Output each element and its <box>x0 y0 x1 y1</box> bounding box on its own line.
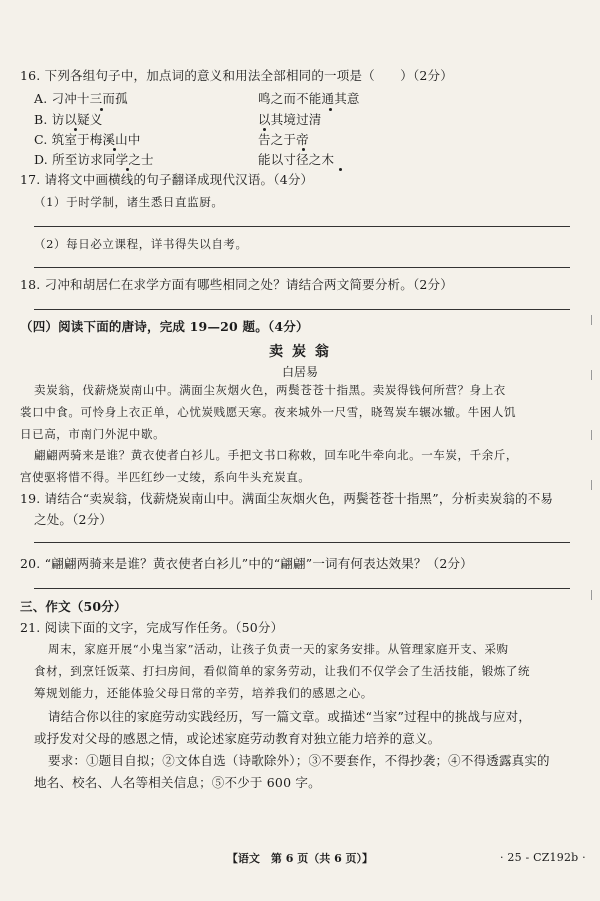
poem-line: 裳口中食。可怜身上衣正单，心忧炭贱愿天寒。夜来城外一尺雪，晓驾炭车辗冰辙。牛困人饥 <box>20 405 517 419</box>
section4-header: （四）阅读下面的唐诗，完成 19—20 题。（4分） <box>20 319 309 334</box>
emphasis-dot <box>339 168 342 171</box>
task-line: 请结合你以往的家庭劳动实践经历，写一篇文章。或描述“当家”过程中的挑战与应对， <box>48 709 532 724</box>
answer-line <box>34 542 570 543</box>
binding-mark <box>591 370 598 380</box>
binding-mark <box>591 590 598 600</box>
answer-line <box>34 226 570 227</box>
poem-line: 翩翩两骑来是谁？黄衣使者白衫儿。手把文书口称敕，回车叱牛牵向北。一车炭，千余斤， <box>34 448 518 462</box>
poem-title: 卖 炭 翁 <box>269 344 331 360</box>
emphasis-dot <box>329 108 332 111</box>
q21-stem: 21. 阅读下面的文字，完成写作任务。（50分） <box>20 620 284 635</box>
poem-author: 白居易 <box>281 365 318 379</box>
poem-line: 日已高，市南门外泥中歇。 <box>20 427 166 441</box>
requirement-line: 要求：①题目自拟；②文体自选（诗歌除外）；③不要套作，不得抄袭；④不得透露真实的 <box>48 753 550 768</box>
requirement-line: 地名、校名、人名等相关信息；⑤不少于 600 字。 <box>34 775 321 790</box>
answer-line <box>34 588 570 589</box>
q16-option-d-left: D. 所至访求同学之士 <box>34 152 154 167</box>
q16-option-b-right: 以其境过清 <box>258 112 322 127</box>
material-line: 筹规划能力，还能体验父母日常的辛劳，培养我们的感恩之心。 <box>34 686 373 700</box>
q16-option-a-right: 鸣之而不能通其意 <box>258 91 360 106</box>
q19-stem-line1: 19. 请结合“卖炭翁，伐薪烧炭南山中。满面尘灰烟火色，两鬓苍苍十指黑”，分析卖炭翁的不易 <box>20 491 554 506</box>
q18-stem: 18. 刁冲和胡居仁在求学方面有哪些相同之处？请结合两文简要分析。（2分） <box>20 277 453 292</box>
q20-stem: 20. “翩翩两骑来是谁？黄衣使者白衫儿”中的“翩翩”一词有何表达效果？（2分） <box>20 556 473 571</box>
q16-option-c-right: 告之于帝 <box>258 132 309 147</box>
page-footer: 【语文 第 6 页（共 6 页）】 <box>226 852 374 865</box>
emphasis-dot <box>74 128 77 131</box>
q16-option-d-right: 能以寸径之木 <box>258 152 335 167</box>
binding-mark <box>591 480 598 490</box>
q17-stem: 17. 请将文中画横线的句子翻译成现代汉语。（4分） <box>20 172 314 187</box>
material-line: 周末，家庭开展“小鬼当家”活动，让孩子负责一天的家务安排。从管理家庭开支、采购 <box>48 642 509 656</box>
q17-sentence-1: （1）于时学制，诸生悉日直监厨。 <box>34 195 224 209</box>
q19-stem-line2: 之处。（2分） <box>34 512 113 527</box>
material-line: 食材，到烹饪饭菜、打扫房间，看似简单的家务劳动，让我们不仅学会了生活技能，锻炼了统 <box>34 664 531 678</box>
task-line: 或抒发对父母的感恩之情，或论述家庭劳动教育对独立能力培养的意义。 <box>34 731 441 746</box>
binding-mark <box>591 430 598 440</box>
emphasis-dot <box>263 128 266 131</box>
q17-sentence-2: （2）每日必立课程，详书得失以自考。 <box>34 237 248 251</box>
poem-line: 宫使驱将惜不得。半匹红纱一丈绫，系向牛头充炭直。 <box>20 470 311 484</box>
emphasis-dot <box>126 168 129 171</box>
emphasis-dot <box>302 148 305 151</box>
q16-stem: 16. 下列各组句子中，加点词的意义和用法全部相同的一项是（ ）（2分） <box>20 68 453 83</box>
poem-line: 卖炭翁，伐薪烧炭南山中。满面尘灰烟火色，两鬓苍苍十指黑。卖炭得钱何所营？身上衣 <box>34 383 506 397</box>
q16-option-c-left: C. 筑室于梅溪山中 <box>34 132 141 147</box>
emphasis-dot <box>113 148 116 151</box>
q16-option-a-left: A. 刁冲十三而孤 <box>34 91 128 106</box>
answer-line <box>34 309 570 310</box>
emphasis-dot <box>100 108 103 111</box>
section3-header: 三、作文（50分） <box>20 599 127 614</box>
q16-option-b-left: B. 访以疑义 <box>34 112 103 127</box>
answer-line <box>34 267 570 268</box>
binding-mark <box>591 315 598 325</box>
exam-code: · 25 - CZ192b · <box>500 851 586 864</box>
